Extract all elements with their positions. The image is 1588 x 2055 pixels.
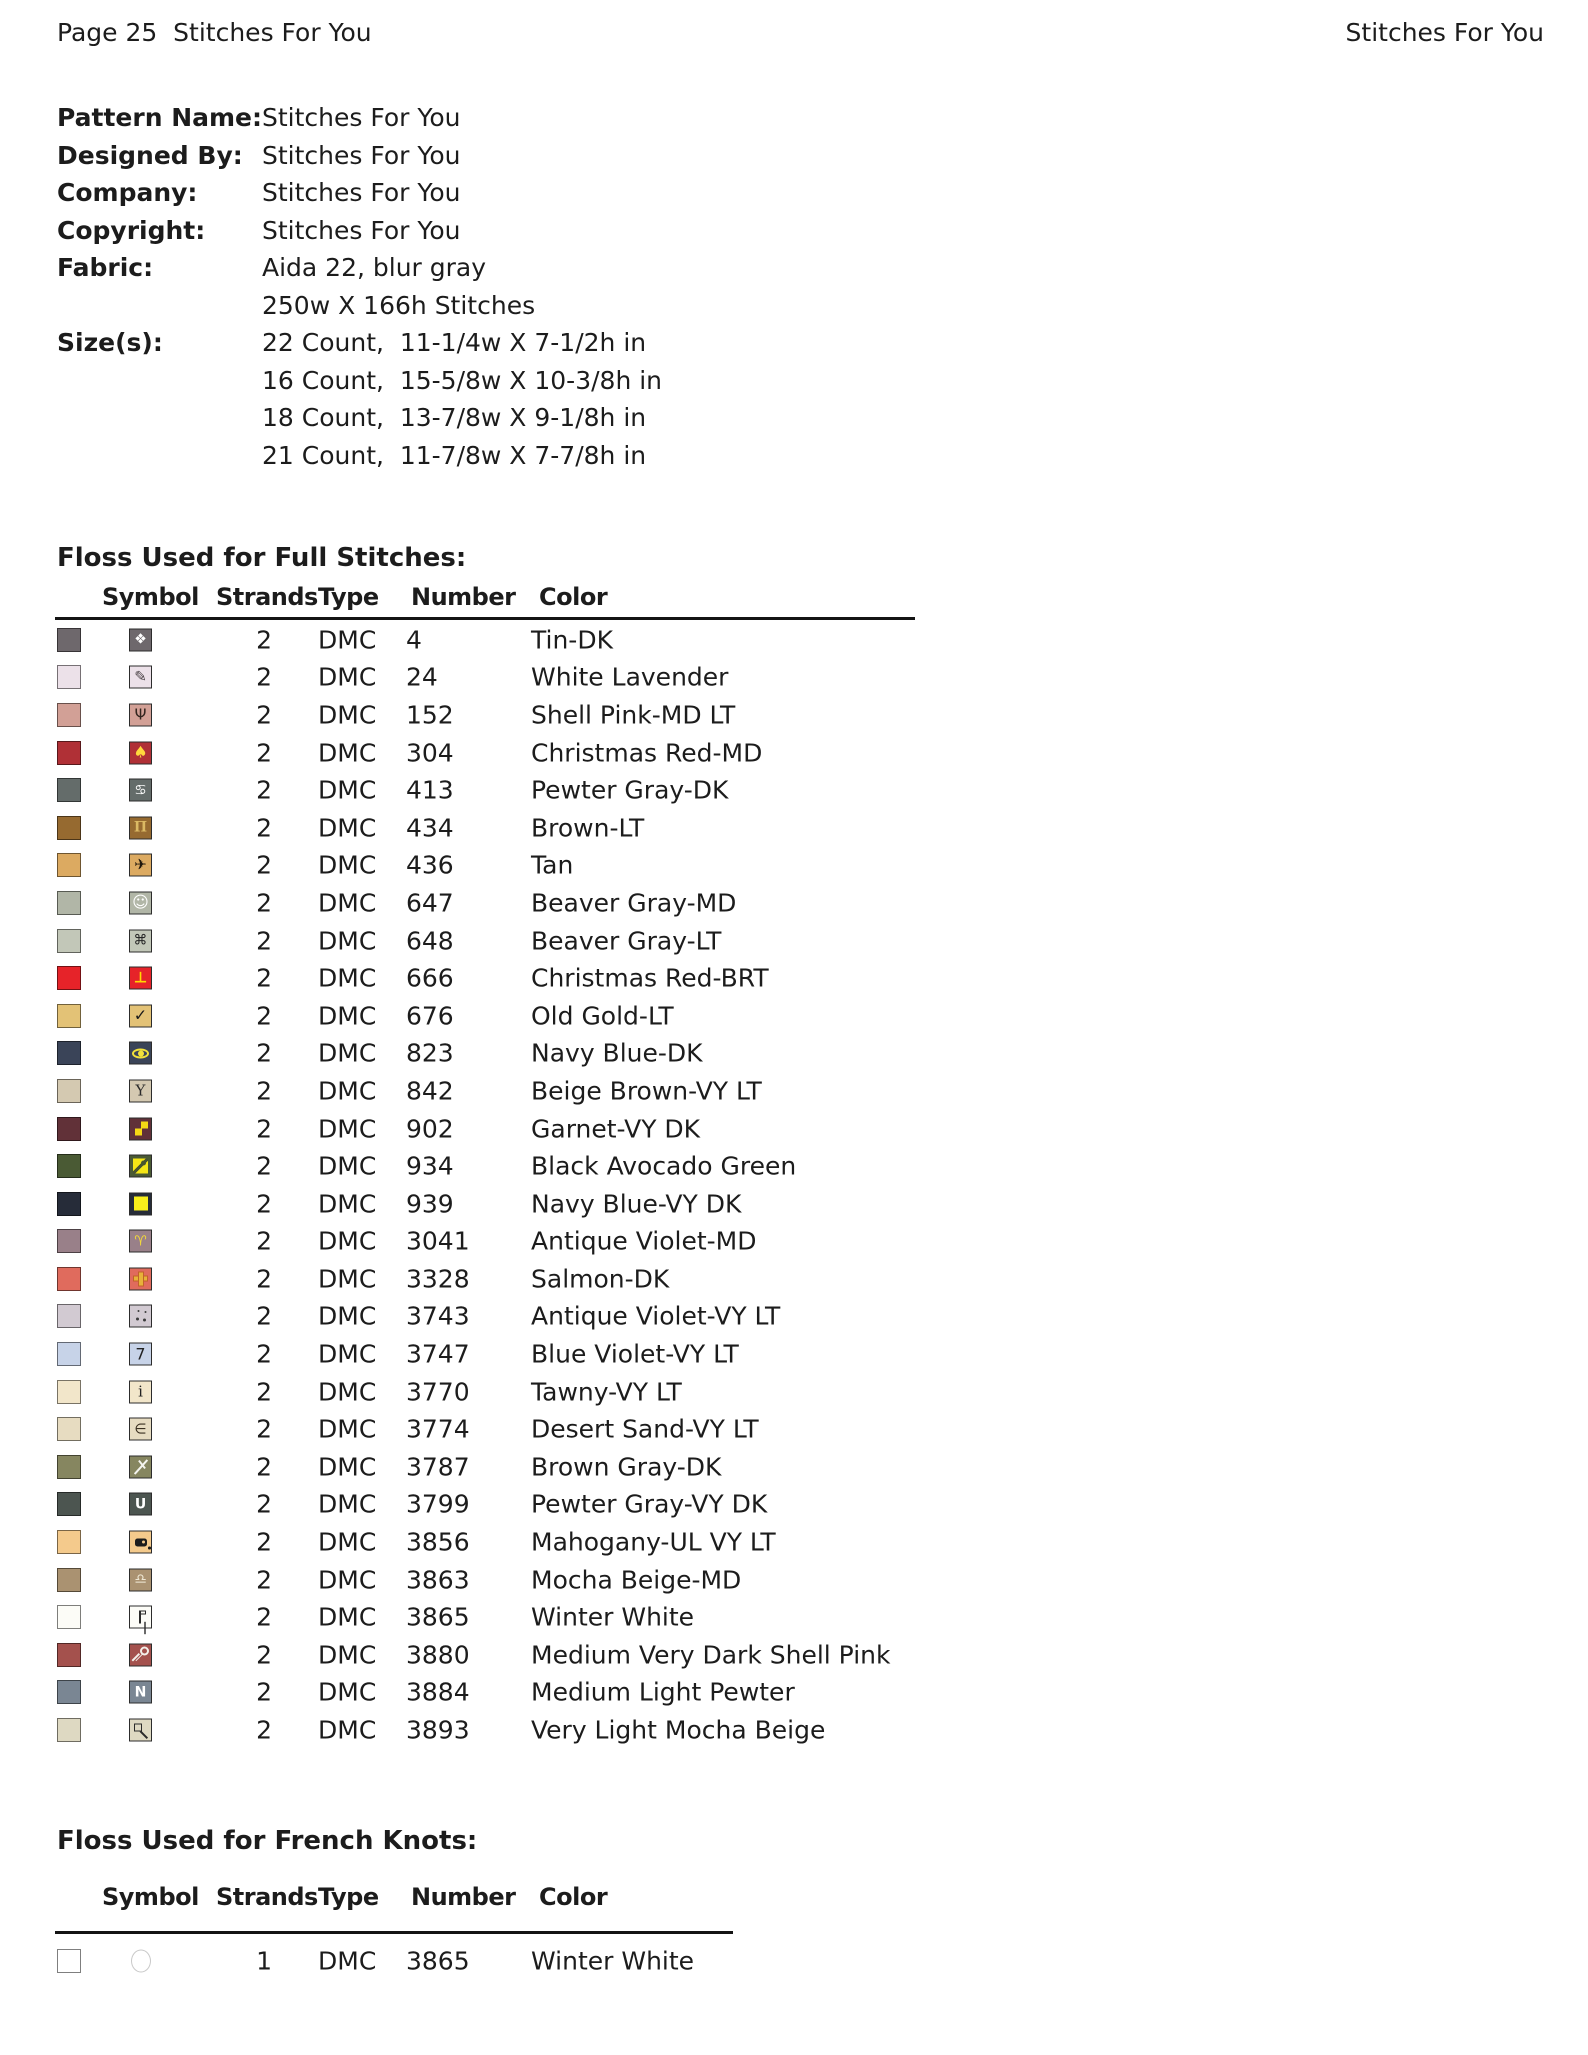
floss-type: DMC xyxy=(318,775,377,805)
floss-type: DMC xyxy=(318,1189,377,1219)
header-rule xyxy=(55,1931,733,1934)
floss-number: 3328 xyxy=(406,1264,470,1294)
eye-icon xyxy=(129,1042,152,1065)
info-label: Fabric: xyxy=(57,253,154,283)
color-swatch xyxy=(57,1680,81,1704)
floss-number: 647 xyxy=(406,888,454,918)
floss-type: DMC xyxy=(318,888,377,918)
color-swatch xyxy=(57,1154,81,1178)
floss-number: 3041 xyxy=(406,1226,470,1256)
info-value: 250w X 166h Stitches xyxy=(262,290,536,320)
strands-value: 2 xyxy=(256,1076,272,1106)
color-name: Winter White xyxy=(531,1946,695,1976)
strands-value: 2 xyxy=(256,850,272,880)
strands-value: 2 xyxy=(256,963,272,993)
color-swatch xyxy=(57,891,81,915)
floss-row xyxy=(0,696,1588,734)
color-swatch xyxy=(57,1304,81,1328)
floss-number: 3743 xyxy=(406,1301,470,1331)
floss-row xyxy=(0,1410,1588,1448)
color-swatch xyxy=(57,1530,81,1554)
floss-row xyxy=(0,1523,1588,1561)
key-icon xyxy=(129,1643,152,1666)
strands-value: 2 xyxy=(256,1602,272,1632)
floss-type: DMC xyxy=(318,1151,377,1181)
perpendicular-icon: ⊥ xyxy=(129,967,152,990)
floss-number: 666 xyxy=(406,963,454,993)
floss-type: DMC xyxy=(318,1640,377,1670)
solid-square-icon xyxy=(129,1192,152,1215)
color-name: Blue Violet-VY LT xyxy=(531,1339,739,1369)
floss-number: 3865 xyxy=(406,1602,470,1632)
color-swatch xyxy=(57,853,81,877)
color-name: Medium Light Pewter xyxy=(531,1677,795,1707)
french-knots-title: Floss Used for French Knots: xyxy=(57,1826,478,1856)
color-swatch xyxy=(57,1229,81,1253)
color-swatch xyxy=(57,665,81,689)
color-name: Brown Gray-DK xyxy=(531,1452,722,1482)
info-value: Stitches For You xyxy=(262,103,461,133)
color-name: Winter White xyxy=(531,1602,695,1632)
info-label: Company: xyxy=(57,178,198,208)
floss-type: DMC xyxy=(318,926,377,956)
floss-row xyxy=(0,1674,1588,1712)
smiley-icon: ☺ xyxy=(129,891,152,914)
strands-value: 2 xyxy=(256,1452,272,1482)
info-row xyxy=(57,174,662,212)
floss-type: DMC xyxy=(318,963,377,993)
col-symbol: Symbol xyxy=(102,1883,199,1911)
color-name: Beaver Gray-LT xyxy=(531,926,722,956)
floss-row xyxy=(0,1223,1588,1261)
header-rule xyxy=(55,617,915,620)
col-symbol: Symbol xyxy=(102,583,199,611)
floss-row xyxy=(0,847,1588,885)
floss-number: 436 xyxy=(406,850,454,880)
color-swatch xyxy=(57,628,81,652)
info-row xyxy=(57,437,662,475)
floss-number: 3880 xyxy=(406,1640,470,1670)
col-number: Number xyxy=(411,583,516,611)
color-swatch xyxy=(57,1455,81,1479)
dots-icon xyxy=(129,1305,152,1328)
floss-type: DMC xyxy=(318,1076,377,1106)
color-name: Tawny-VY LT xyxy=(531,1377,682,1407)
floss-number: 3884 xyxy=(406,1677,470,1707)
floss-number: 3865 xyxy=(406,1946,470,1976)
floss-type: DMC xyxy=(318,850,377,880)
strands-value: 2 xyxy=(256,775,272,805)
strands-value: 2 xyxy=(256,1715,272,1745)
color-name: Antique Violet-VY LT xyxy=(531,1301,781,1331)
four-diamonds-icon: ❖ xyxy=(129,628,152,651)
color-name: Navy Blue-DK xyxy=(531,1038,703,1068)
floss-type: DMC xyxy=(318,1602,377,1632)
floss-type: DMC xyxy=(318,1946,377,1976)
color-name: Desert Sand-VY LT xyxy=(531,1414,759,1444)
floss-row xyxy=(0,959,1588,997)
floss-row xyxy=(0,1448,1588,1486)
floss-row xyxy=(0,809,1588,847)
floss-number: 3799 xyxy=(406,1489,470,1519)
floss-number: 3774 xyxy=(406,1414,470,1444)
info-row xyxy=(57,137,662,175)
col-type: Type xyxy=(318,583,379,611)
color-name: Antique Violet-MD xyxy=(531,1226,757,1256)
floss-row xyxy=(0,771,1588,809)
steps-icon xyxy=(129,1117,152,1140)
info-value: 22 Count, 11-1/4w X 7-1/2h in xyxy=(262,328,647,358)
color-swatch xyxy=(57,1643,81,1667)
floss-row xyxy=(0,659,1588,697)
floss-number: 413 xyxy=(406,775,454,805)
floss-type: DMC xyxy=(318,1264,377,1294)
color-swatch xyxy=(57,1041,81,1065)
slashed-square-icon xyxy=(129,1155,152,1178)
col-strands: Strands xyxy=(216,1883,318,1911)
info-value: Stitches For You xyxy=(262,215,461,245)
color-name: Brown-LT xyxy=(531,813,645,843)
color-swatch xyxy=(57,1949,81,1973)
strands-value: 2 xyxy=(256,1565,272,1595)
floss-row xyxy=(0,1072,1588,1110)
color-swatch xyxy=(57,1718,81,1742)
flag-icon xyxy=(129,1606,152,1629)
color-name: Shell Pink-MD LT xyxy=(531,700,736,730)
floss-row xyxy=(0,1185,1588,1223)
floss-number: 152 xyxy=(406,700,454,730)
floss-row xyxy=(0,1486,1588,1524)
floss-type: DMC xyxy=(318,1001,377,1031)
cross-icon xyxy=(129,1267,152,1290)
strands-value: 2 xyxy=(256,1114,272,1144)
floss-row xyxy=(0,621,1588,659)
floss-type: DMC xyxy=(318,1038,377,1068)
col-number: Number xyxy=(411,1883,516,1911)
floss-row xyxy=(0,1147,1588,1185)
soap-icon xyxy=(129,1531,152,1554)
floss-row xyxy=(0,997,1588,1035)
magnifier-icon xyxy=(129,1719,152,1742)
psi-icon: Ψ xyxy=(129,703,152,726)
aries-zodiac-icon: ♈ xyxy=(129,1230,152,1253)
floss-row xyxy=(0,1335,1588,1373)
airplane-icon: ✈ xyxy=(129,854,152,877)
info-row xyxy=(57,212,662,250)
floss-type: DMC xyxy=(318,700,377,730)
color-name: Navy Blue-VY DK xyxy=(531,1189,742,1219)
floss-number: 304 xyxy=(406,738,454,768)
floss-row xyxy=(0,1373,1588,1411)
checkmark-icon: ✓ xyxy=(129,1004,152,1027)
floss-number: 3893 xyxy=(406,1715,470,1745)
color-swatch xyxy=(57,929,81,953)
floss-type: DMC xyxy=(318,813,377,843)
color-name: Tin-DK xyxy=(531,625,613,655)
element-of-icon: ∈ xyxy=(129,1418,152,1441)
strands-value: 2 xyxy=(256,1038,272,1068)
strands-value: 2 xyxy=(256,1640,272,1670)
floss-row xyxy=(0,1260,1588,1298)
french-knots-header xyxy=(0,1883,1588,1915)
color-name: Tan xyxy=(531,850,574,880)
info-row xyxy=(57,362,662,400)
color-name: Beige Brown-VY LT xyxy=(531,1076,762,1106)
circle-outline-icon xyxy=(129,1949,152,1972)
strands-value: 2 xyxy=(256,888,272,918)
letter-i-icon: i xyxy=(129,1380,152,1403)
color-name: Mocha Beige-MD xyxy=(531,1565,742,1595)
color-swatch xyxy=(57,1568,81,1592)
color-swatch xyxy=(57,778,81,802)
color-name: Mahogany-UL VY LT xyxy=(531,1527,776,1557)
letter-u-icon: U xyxy=(129,1493,152,1516)
col-strands: Strands xyxy=(216,583,318,611)
floss-number: 434 xyxy=(406,813,454,843)
floss-number: 676 xyxy=(406,1001,454,1031)
strands-value: 2 xyxy=(256,1377,272,1407)
info-value: 18 Count, 13-7/8w X 9-1/8h in xyxy=(262,403,647,433)
floss-type: DMC xyxy=(318,662,377,692)
floss-type: DMC xyxy=(318,1339,377,1369)
strands-value: 2 xyxy=(256,1226,272,1256)
strands-value: 2 xyxy=(256,1264,272,1294)
floss-type: DMC xyxy=(318,1527,377,1557)
floss-row xyxy=(0,1711,1588,1749)
floss-type: DMC xyxy=(318,1377,377,1407)
numeral-7-icon: 7 xyxy=(129,1343,152,1366)
strands-value: 2 xyxy=(256,1001,272,1031)
color-swatch xyxy=(57,1342,81,1366)
page-header-right: Stitches For You xyxy=(1345,18,1544,47)
color-name: Christmas Red-MD xyxy=(531,738,763,768)
info-label: Designed By: xyxy=(57,140,243,170)
floss-row xyxy=(0,1561,1588,1599)
floss-number: 939 xyxy=(406,1189,454,1219)
strands-value: 2 xyxy=(256,1527,272,1557)
color-swatch xyxy=(57,816,81,840)
floss-type: DMC xyxy=(318,738,377,768)
branch-icon xyxy=(129,1455,152,1478)
floss-number: 3787 xyxy=(406,1452,470,1482)
floss-number: 4 xyxy=(406,625,422,655)
strands-value: 2 xyxy=(256,1489,272,1519)
floss-number: 3770 xyxy=(406,1377,470,1407)
floss-type: DMC xyxy=(318,1715,377,1745)
strands-value: 1 xyxy=(256,1946,272,1976)
floss-number: 648 xyxy=(406,926,454,956)
full-stitches-header xyxy=(0,583,1588,615)
floss-type: DMC xyxy=(318,1677,377,1707)
floss-type: DMC xyxy=(318,1114,377,1144)
color-name: Pewter Gray-VY DK xyxy=(531,1489,768,1519)
floss-row xyxy=(0,1598,1588,1636)
floss-type: DMC xyxy=(318,1489,377,1519)
color-swatch xyxy=(57,1267,81,1291)
color-swatch xyxy=(57,1117,81,1141)
info-row xyxy=(57,287,662,325)
col-color: Color xyxy=(539,583,608,611)
command-icon: ⌘ xyxy=(129,929,152,952)
floss-row xyxy=(0,922,1588,960)
page-header-left: Page 25 Stitches For You xyxy=(57,18,372,47)
floss-row xyxy=(0,1110,1588,1148)
strands-value: 2 xyxy=(256,700,272,730)
info-label: Size(s): xyxy=(57,328,163,358)
color-swatch xyxy=(57,1417,81,1441)
letter-y-icon: Y xyxy=(129,1079,152,1102)
color-name: Black Avocado Green xyxy=(531,1151,797,1181)
strands-value: 2 xyxy=(256,926,272,956)
floss-type: DMC xyxy=(318,1452,377,1482)
floss-number: 902 xyxy=(406,1114,454,1144)
color-name: Pewter Gray-DK xyxy=(531,775,729,805)
strands-value: 2 xyxy=(256,1339,272,1369)
info-label: Copyright: xyxy=(57,215,206,245)
info-value: Stitches For You xyxy=(262,178,461,208)
color-name: Old Gold-LT xyxy=(531,1001,674,1031)
floss-number: 24 xyxy=(406,662,438,692)
strands-value: 2 xyxy=(256,738,272,768)
color-swatch xyxy=(57,703,81,727)
color-swatch xyxy=(57,1079,81,1103)
color-swatch xyxy=(57,966,81,990)
floss-row xyxy=(0,1035,1588,1073)
strands-value: 2 xyxy=(256,1189,272,1219)
color-name: Beaver Gray-MD xyxy=(531,888,737,918)
floss-row xyxy=(0,884,1588,922)
floss-number: 3747 xyxy=(406,1339,470,1369)
cancer-zodiac-icon: ♋ xyxy=(129,779,152,802)
floss-number: 3856 xyxy=(406,1527,470,1557)
floss-type: DMC xyxy=(318,1226,377,1256)
full-stitches-rows xyxy=(0,621,1588,1749)
floss-row xyxy=(0,1942,1588,1980)
pattern-info xyxy=(57,99,662,474)
libra-zodiac-icon: ♎ xyxy=(129,1568,152,1591)
strands-value: 2 xyxy=(256,813,272,843)
info-value: Stitches For You xyxy=(262,140,461,170)
floss-row xyxy=(0,734,1588,772)
floss-row xyxy=(0,1636,1588,1674)
strands-value: 2 xyxy=(256,662,272,692)
pi-icon: Π xyxy=(129,816,152,839)
floss-number: 823 xyxy=(406,1038,454,1068)
info-value: Aida 22, blur gray xyxy=(262,253,487,283)
floss-number: 3863 xyxy=(406,1565,470,1595)
color-name: Christmas Red-BRT xyxy=(531,963,769,993)
col-type: Type xyxy=(318,1883,379,1911)
info-row xyxy=(57,249,662,287)
floss-type: DMC xyxy=(318,1414,377,1444)
color-swatch xyxy=(57,1380,81,1404)
info-row xyxy=(57,324,662,362)
spade-icon: ♠ xyxy=(129,741,152,764)
floss-row xyxy=(0,1298,1588,1336)
info-value: 21 Count, 11-7/8w X 7-7/8h in xyxy=(262,440,647,470)
info-label: Pattern Name: xyxy=(57,103,263,133)
color-name: Salmon-DK xyxy=(531,1264,670,1294)
info-value: 16 Count, 15-5/8w X 10-3/8h in xyxy=(262,365,663,395)
col-color: Color xyxy=(539,1883,608,1911)
color-name: Very Light Mocha Beige xyxy=(531,1715,826,1745)
color-swatch xyxy=(57,1004,81,1028)
color-name: Garnet-VY DK xyxy=(531,1114,701,1144)
floss-number: 842 xyxy=(406,1076,454,1106)
floss-type: DMC xyxy=(318,1565,377,1595)
color-swatch xyxy=(57,1492,81,1516)
color-swatch xyxy=(57,1605,81,1629)
info-row xyxy=(57,399,662,437)
strands-value: 2 xyxy=(256,1414,272,1444)
color-swatch xyxy=(57,741,81,765)
letter-n-icon: N xyxy=(129,1681,152,1704)
color-name: White Lavender xyxy=(531,662,729,692)
floss-type: DMC xyxy=(318,1301,377,1331)
color-swatch xyxy=(57,1192,81,1216)
pencil-icon: ✎ xyxy=(129,666,152,689)
strands-value: 2 xyxy=(256,625,272,655)
floss-type: DMC xyxy=(318,625,377,655)
strands-value: 2 xyxy=(256,1301,272,1331)
full-stitches-title: Floss Used for Full Stitches: xyxy=(57,543,467,573)
french-knots-rows xyxy=(0,1942,1588,1980)
info-row xyxy=(57,99,662,137)
strands-value: 2 xyxy=(256,1677,272,1707)
color-name: Medium Very Dark Shell Pink xyxy=(531,1640,891,1670)
strands-value: 2 xyxy=(256,1151,272,1181)
floss-number: 934 xyxy=(406,1151,454,1181)
